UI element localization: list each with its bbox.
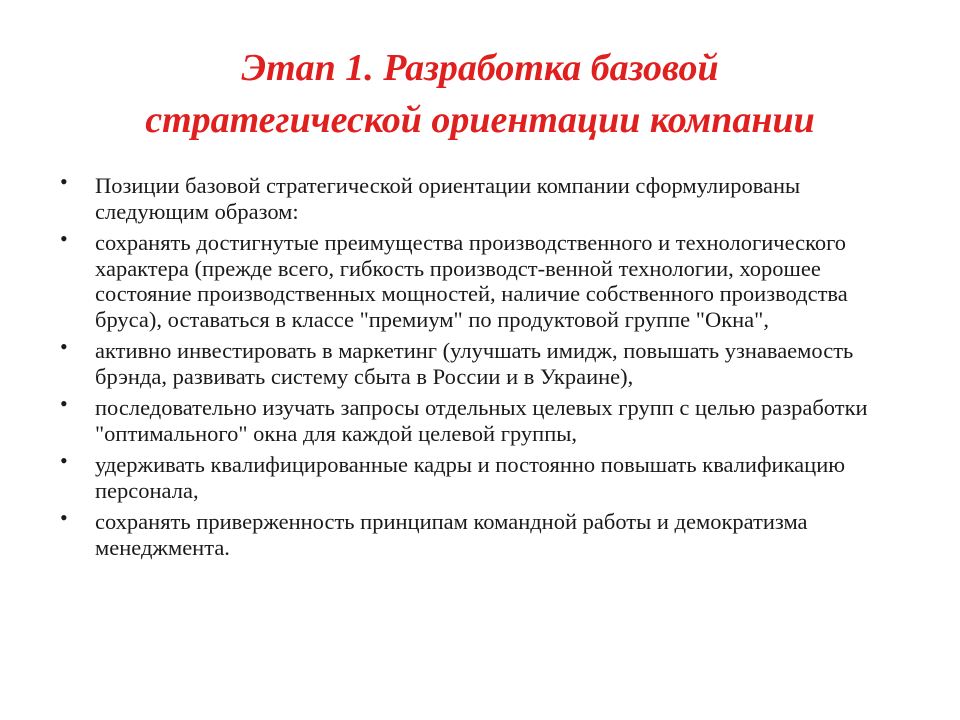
bullet-item xyxy=(60,334,910,389)
slide-title xyxy=(60,42,900,146)
bullet-item xyxy=(60,226,910,332)
bullet-icon: • xyxy=(60,169,68,194)
slide-title-line-2: стратегической ориентации компании xyxy=(145,99,815,141)
bullet-text: сохранять достигнутые преимущества производственного и технологического характера (прежде всего, гибкость производст-венной технологии, хорошее состояние производственных мощностей, наличие собственного производства бруса), оставаться в классе "премиум" по продуктовой группе "Окна", xyxy=(95,230,848,332)
bullet-text: удерживать квалифицированные кадры и постоянно повышать квалификацию персонала, xyxy=(95,452,846,503)
bullet-text: сохранять приверженность принципам командной работы и демократизма менеджмента. xyxy=(95,509,808,560)
bullet-icon: • xyxy=(60,391,68,416)
bullet-icon: • xyxy=(60,334,68,359)
bullet-item xyxy=(60,391,910,446)
bullet-item xyxy=(60,448,910,503)
bullet-text: последовательно изучать запросы отдельных целевых групп с целью разработки "оптимального" окна для каждой целевой группы, xyxy=(95,395,868,446)
slide-title-line-1: Этап 1. Разработка базовой xyxy=(241,47,719,89)
bullet-text: активно инвестировать в маркетинг (улучшать имидж, повышать узнаваемость брэнда, развивать систему сбыта в России и в Украине), xyxy=(95,338,854,389)
bullet-item xyxy=(60,505,910,560)
bullet-item xyxy=(60,169,910,224)
bullet-icon: • xyxy=(60,226,68,251)
bullet-list xyxy=(60,169,910,566)
bullet-icon: • xyxy=(60,505,68,530)
bullet-text: Позиции базовой стратегической ориентации компании сформулированы следующим образом: xyxy=(95,173,801,224)
bullet-icon: • xyxy=(60,448,68,473)
